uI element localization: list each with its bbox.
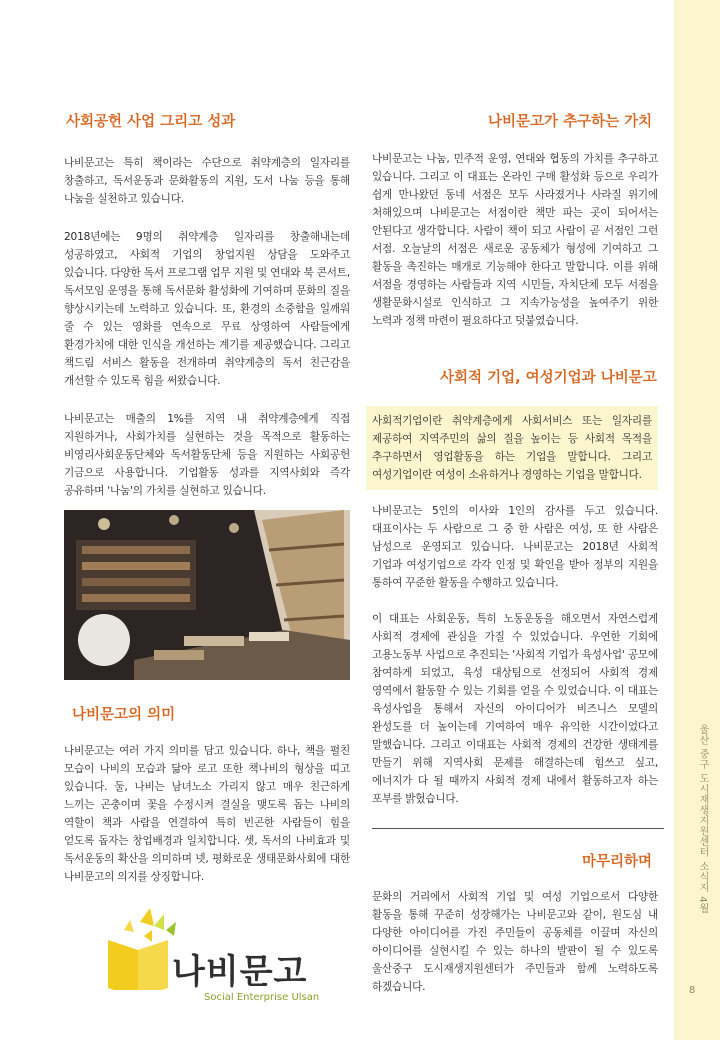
definition-text: 사회적기업이란 취약계층에게 사회서비스 또는 일자리를 제공하여 지역주민의 삶의 질을 높이는 등 사회적 목적을 추구하면서 영업활동을 하는 기업을 말합니다. 그리고 여성기업이란 여성이 소유하거나 경영하는 기업을 말합니다. [372, 415, 652, 481]
page-number: 8 [689, 985, 696, 996]
bookstore-interior-illustration [64, 510, 350, 680]
paragraph-organization: 나비문고는 5인의 이사와 1인의 감사를 두고 있습니다. 대표이사는 두 사람으로 그 중 한 사람은 여성, 또 한 사람은 남성으로 운영되고 있습니다. 나비문고는 2018년 사회적 기업과 여성기업으로 각각 인정 및 확인을 받아 정부의 지원을 통하여 꾸준한 활동을 수행하고 있습니다. [372, 505, 658, 589]
heading-social-contribution: 사회공헌 사업 그리고 성과 [66, 114, 236, 130]
heading-values: 나비문고가 추구하는 가치 [488, 114, 653, 130]
sidebar-newsletter-label: 울산 중구 도시재생지원센터 소식지 4월 [697, 724, 708, 914]
heading-social-enterprise: 사회적 기업, 여성기업과 나비문고 [440, 370, 657, 386]
heading-meaning: 나비문고의 의미 [72, 707, 176, 723]
paragraph-values: 나비문고는 나눔, 민주적 운영, 연대와 협동의 가치를 추구하고 있습니다. 그리고 이 대표는 온라인 구매 활성화 등으로 우리가 쉽게 만나왔던 동네 서점은 모두 사라졌거나 사라질 위기에 처해있으며 나비문고는 서점이란 책만 파는 곳이 되어서는 안된다고 생각합니다. 사람이 책이 되고 사람이 곧 서점인 그런 서점. 오늘날의 서점은 새로운 공동체가 형성에 기여하고 그 활동을 촉진하는 매개로 기능해야 한다고 말합니다. 이를 위해 서점을 경영하는 사람들과 지역 시민들, 자치단체 모두 서점을 생활문화시설로 인식하고 그 지속가능성을 높여주기 위한 노력과 정책 마련이 필요하다고 덧붙였습니다. [372, 153, 658, 327]
nabi-mungo-logo [104, 900, 320, 1012]
logo-subtitle: Social Enterprise Ulsan [204, 992, 320, 1003]
heading-closing: 마무리하며 [582, 854, 653, 870]
logo-wordmark: 나비문고 [172, 952, 308, 992]
paragraph-meaning: 나비문고는 여러 가지 의미를 담고 있습니다. 하나, 책을 펼친 모습이 나비의 모습과 닮아 로고 또한 책나비의 형상을 띠고 있습니다. 둘, 나비는 남녀노소 가리지 않고 매우 친근하게 느끼는 곤충이며 꽃을 수정시켜 결실을 맺도록 돕는 나비의 역할이 책과 사람을 연결하여 특히 빈곤한 사람들이 힘을 얻도록 돕자는 창업배경과 일치합니다. 셋, 독서의 나비효과 및 독서운동의 확산을 의미하며 넷, 평화로운 생태문화사회에 대한 나비문고의 의지를 상징합니다. [64, 745, 350, 883]
paragraph-achievements: 2018년에는 9명의 취약계층 일자리를 창출해내는데 성공하였고, 사회적 기업의 창업지원 상담을 도와주고 있습니다. 다양한 독서 프로그램 업무 지원 및 연대와 북 콘서트, 독서모임 운영을 통해 독서문화 활성화에 기여하며 문화의 질을 향상시키는데 노력하고 있습니다. 또, 환경의 소중함을 일깨워 줄 수 있는 영화를 연속으로 무료 상영하여 사람들에게 환경가치에 대한 인식을 개선하는 계기를 제공했습니다. 그리고 책드림 서비스 활동을 전개하며 취약계층의 독서 친근감을 개선할 수 있도록 힘을 써왔습니다. [64, 231, 350, 387]
paragraph-closing: 문화의 거리에서 사회적 기업 및 여성 기업으로서 다양한 활동을 통해 꾸준히 성장해가는 나비문고와 같이, 원도심 내 다양한 아이디어를 가진 주민들이 공동체를 이끌며 자신의 아이디어를 실현시킬 수 있는 하나의 발판이 될 수 있도록 울산중구 도시재생지원센터가 주민들과 함께 노력하도록 하겠습니다. [372, 891, 658, 993]
section-divider [372, 828, 664, 829]
bookstore-photo [64, 510, 350, 680]
paragraph-donation: 나비문고는 매출의 1%를 지역 내 취약계층에게 직접 지원하거나, 사회가치를 실현하는 것을 목적으로 활동하는 비영리사회운동단체와 독서활동단체 등을 지원하는 사회공헌 기금으로 사용합니다. 기업활동 성과를 지역사회와 즉각 공유하며 '나눔'의 가치를 실현하고 있습니다. [64, 413, 350, 497]
paragraph-intro: 나비문고는 특히 책이라는 수단으로 취약계층의 일자리를 창출하고, 독서운동과 문화활동의 지원, 도서 나눔 등을 통해 나눔을 실천하고 있습니다. [64, 157, 350, 205]
paragraph-ceo: 이 대표는 사회운동, 특히 노동운동을 해오면서 자연스럽게 사회적 경제에 관심을 가질 수 있었습니다. 우연한 기회에 고용노동부 사업으로 추진되는 '사회적 기업가 육성사업' 공모에 참여하게 되었고, 육성 대상팀으로 선정되어 사회적 경제 영역에서 활동할 수 있는 기회를 얻을 수 있었습니다. 이 대표는 육성사업을 통해서 자신의 아이디어가 비즈니스 모델의 완성도를 더 높이는데 기여하여 매우 유익한 시간이었다고 말했습니다. 그리고 이대표는 사회적 경제의 건강한 생태계를 만들기 위해 지역사회 문제를 해결하는데 힘쓰고 싶고, 에너지가 다 될 때까지 사회적 경제 내에서 활동하고자 하는 포부를 밝혔습니다. [372, 613, 658, 805]
definition-box [366, 406, 658, 490]
